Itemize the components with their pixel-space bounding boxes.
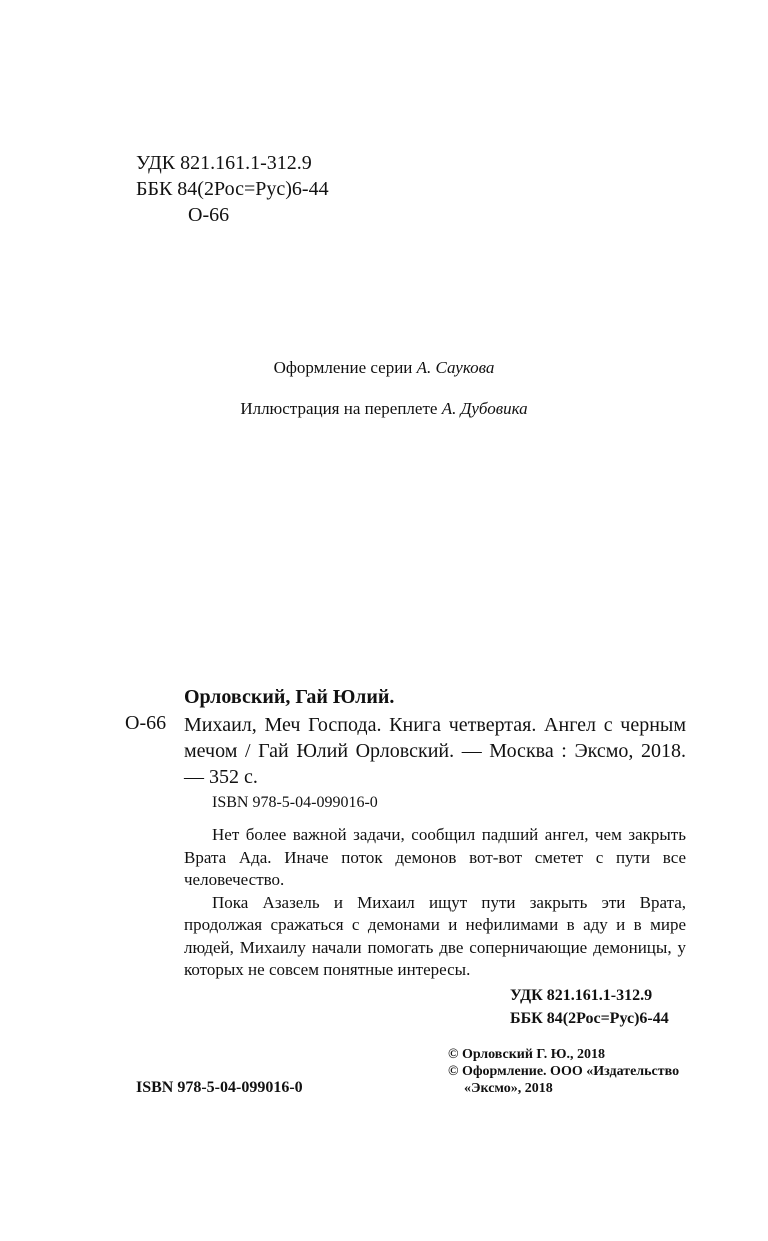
- entry-author: Орловский, Гай Юлий.: [184, 686, 395, 708]
- annotation-paragraph: Пока Азазель и Михаил ищут пути закрыть эти Врата, продолжая сражаться с демонами и нефилимами в аду и в мире людей, Михаилу начали помогать две соперничающие демоницы, у которых не совсем понятные интересы.: [184, 892, 686, 979]
- isbn-bottom: ISBN 978-5-04-099016-0: [136, 1079, 303, 1096]
- copyright-block: [448, 1046, 679, 1097]
- series-design-name: А. Саукова: [416, 358, 495, 377]
- bottom-bbk-code: ББК 84(2Рос=Рус)6-44: [510, 1010, 669, 1027]
- entry-code: О-66: [125, 712, 167, 734]
- copyright-design: © Оформление. ООО «Издательство: [448, 1064, 680, 1079]
- entry-isbn: ISBN 978-5-04-099016-0: [212, 794, 378, 811]
- bottom-udk-code: УДК 821.161.1-312.9: [510, 987, 653, 1004]
- bbk-code: ББК 84(2Рос=Рус)6-44: [136, 178, 329, 200]
- bottom-classification-block: [510, 984, 669, 1030]
- series-design-label: Оформление серии: [273, 358, 413, 377]
- entry-title: Михаил, Меч Господа. Книга четвертая. Ангел с черным мечом / Гай Юлий Орловский. — Москва : Эксмо, 2018. — 352 с.: [184, 714, 686, 788]
- top-classification-block: [136, 150, 329, 228]
- copyright-author: © Орловский Г. Ю., 2018: [448, 1047, 606, 1062]
- copyright-design-cont: «Эксмо», 2018: [464, 1081, 553, 1096]
- series-design-credit: [0, 358, 768, 378]
- illustration-label: Иллюстрация на переплете: [240, 399, 438, 418]
- annotation: [184, 824, 686, 982]
- author-mark: О-66: [188, 204, 230, 226]
- illustration-name: А. Дубовика: [441, 399, 528, 418]
- illustration-credit: [0, 399, 768, 419]
- udk-code: УДК 821.161.1-312.9: [136, 152, 312, 174]
- annotation-paragraph: Нет более важной задачи, сообщил падший ангел, чем закрыть Врата Ада. Иначе поток демонов вот-вот сметет с пути все человечество.: [184, 825, 686, 889]
